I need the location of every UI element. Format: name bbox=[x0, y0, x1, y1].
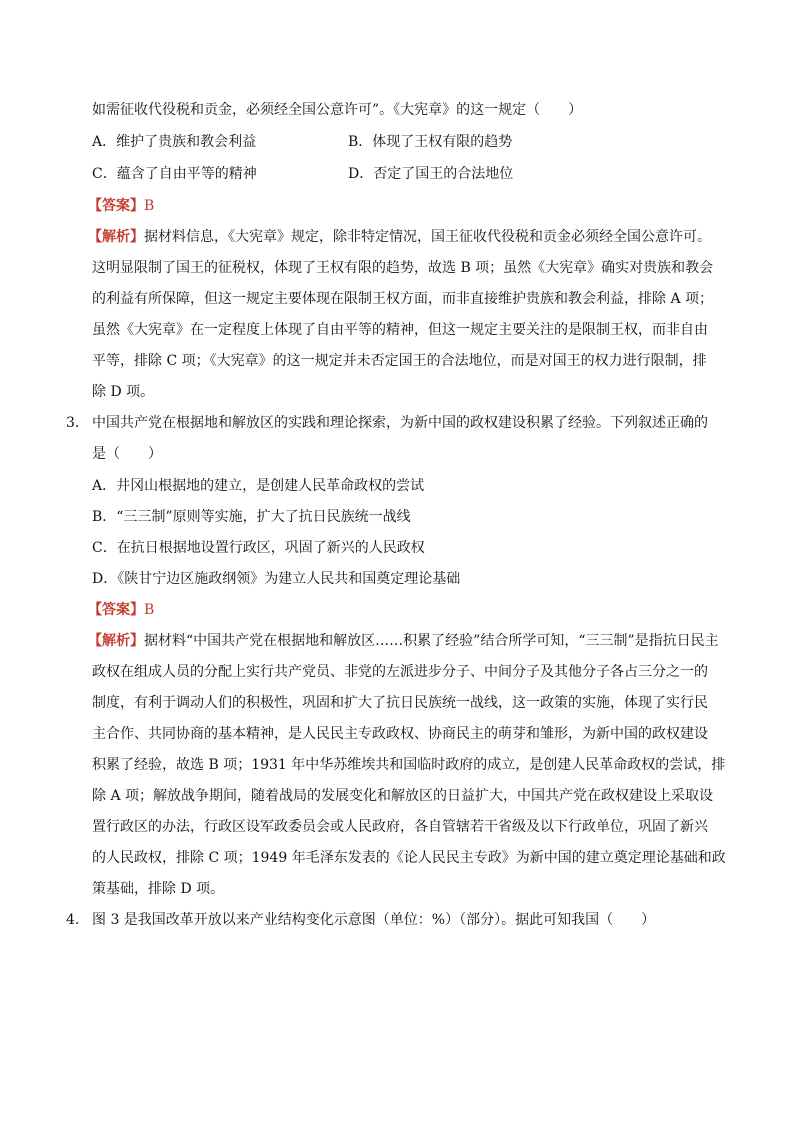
q3-option-c: C．在抗日根据地设置行政区，巩固了新兴的人民政权 bbox=[92, 540, 425, 556]
q3-stem-line-0: 中国共产党在根据地和解放区的实践和理论探索，为新中国的政权建设积累了经验。下列叙述正确的 bbox=[92, 415, 708, 431]
q3-option-b: B．“三三制”原则等实施，扩大了抗日民族统一战线 bbox=[92, 509, 411, 525]
q2-analysis-tag: 【解析】 bbox=[88, 229, 144, 245]
q4-stem: 图 3 是我国改革开放以来产业结构变化示意图（单位：%）（部分）。据此可知我国（ ） bbox=[92, 912, 656, 928]
q3-answer-tag: 【答案】 bbox=[88, 602, 144, 618]
q3-analysis-tag: 【解析】 bbox=[88, 633, 144, 649]
q2-answer bbox=[88, 196, 154, 216]
q2-analysis-line-5: 除 D 项。 bbox=[92, 384, 155, 400]
q3-option-a: A．井冈山根据地的建立，是创建人民革命政权的尝试 bbox=[92, 478, 425, 494]
q2-answer-value: B bbox=[144, 198, 155, 214]
q3-answer-value: B bbox=[144, 602, 155, 618]
q3-answer bbox=[88, 600, 154, 620]
q2-analysis-line-3: 虽然《大宪章》在一定程度上体现了自由平等的精神，但这一规定主要关注的是限制王权，而非自由 bbox=[92, 322, 708, 338]
q2-analysis-line-1: 这明显限制了国王的征税权，体现了王权有限的趋势，故选 B 项；虽然《大宪章》确实对贵族和教会 bbox=[92, 260, 714, 276]
q2-analysis-line-0 bbox=[88, 227, 711, 247]
q2-option-d: D．否定了国王的合法地位 bbox=[348, 166, 514, 182]
q2-analysis-line-2: 的利益有所保障，但这一规定主要体现在限制王权方面，而非直接维护贵族和教会利益，排除 A 项； bbox=[92, 291, 714, 307]
q3-analysis-line-6: 置行政区的办法，行政区设军政委员会或人民政府，各自管辖若干省级及以下行政单位，巩固了新兴 bbox=[92, 819, 708, 835]
q3-analysis-line-7: 的人民政权，排除 C 项；1949 年毛泽东发表的《论人民民主专政》为新中国的建立奠定理论基础和政 bbox=[92, 850, 726, 866]
q3-analysis-line-0 bbox=[88, 631, 719, 651]
q3-analysis-line-2: 制度，有利于调动人们的积极性，巩固和扩大了抗日民族统一战线，这一政策的实施，体现了实行民 bbox=[92, 695, 708, 711]
q2-option-c: C．蕴含了自由平等的精神 bbox=[92, 166, 257, 182]
q2-analysis-text-0: 据材料信息，《大宪章》规定，除非特定情况，国王征收代役税和贡金必须经全国公意许可。 bbox=[144, 229, 711, 245]
q3-option-d: D．《陕甘宁边区施政纲领》为建立人民共和国奠定理论基础 bbox=[92, 571, 461, 587]
q3-analysis-line-3: 主合作、共同协商的基本精神，是人民民主专政政权、协商民主的萌芽和雏形，为新中国的政权建设 bbox=[92, 726, 708, 742]
q3-analysis-line-4: 积累了经验，故选 B 项；1931 年中华苏维埃共和国临时政府的成立，是创建人民革命政权的尝试，排 bbox=[92, 757, 726, 773]
q4-number: 4． bbox=[66, 912, 89, 928]
q3-analysis-line-8: 策基础，排除 D 项。 bbox=[92, 881, 225, 897]
q3-number: 3． bbox=[66, 415, 89, 431]
q3-stem-line-1: 是（ ） bbox=[92, 446, 162, 462]
q2-answer-tag: 【答案】 bbox=[88, 198, 144, 214]
q2-option-b: B．体现了王权有限的趋势 bbox=[348, 134, 513, 150]
q3-analysis-text-0: 据材料“中国共产党在根据地和解放区……积累了经验”结合所学可知，“三三制”是指抗日民主 bbox=[144, 633, 719, 649]
q2-option-a: A．维护了贵族和教会利益 bbox=[92, 134, 257, 150]
q2-analysis-line-4: 平等，排除 C 项；《大宪章》的这一规定并未否定国王的合法地位，而是对国王的权力进行限制，排 bbox=[92, 353, 707, 369]
q2-stem-tail: 如需征收代役税和贡金，必须经全国公意许可”。《大宪章》的这一规定（ ） bbox=[92, 102, 583, 118]
q3-analysis-line-1: 政权在组成人员的分配上实行共产党员、非党的左派进步分子、中间分子及其他分子各占三分之一的 bbox=[92, 664, 708, 680]
q3-analysis-line-5: 除 A 项；解放战争期间，随着战局的发展变化和解放区的日益扩大，中国共产党在政权建设上采取设 bbox=[92, 788, 714, 804]
